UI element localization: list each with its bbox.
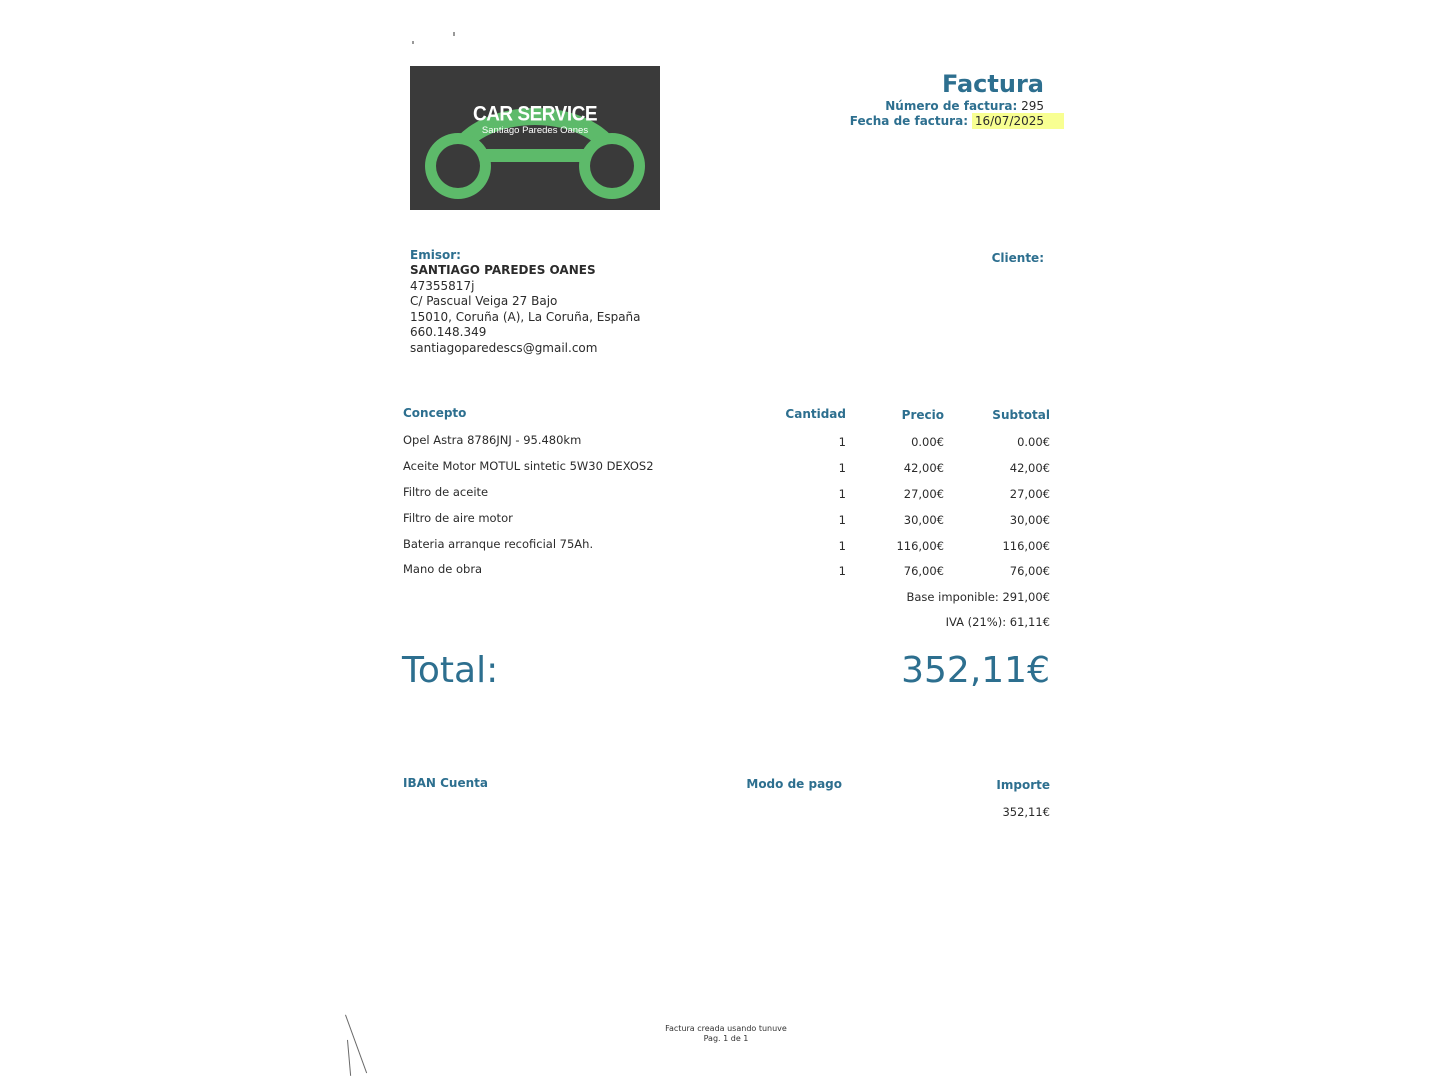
col-header-price: Precio xyxy=(901,408,944,422)
company-logo xyxy=(410,66,660,210)
row-concept: Filtro de aceite xyxy=(403,485,489,499)
row-qty: 1 xyxy=(838,435,846,449)
emitter-email: santiagoparedescs@gmail.com xyxy=(410,341,598,355)
footer-page: Pag. 1 de 1 xyxy=(703,1034,749,1043)
row-subtotal: 27,00€ xyxy=(1009,487,1050,501)
payment-mode-label: Modo de pago xyxy=(746,777,842,791)
scan-speck xyxy=(412,41,414,44)
row-price: 42,00€ xyxy=(903,461,944,475)
row-qty: 1 xyxy=(838,564,846,578)
row-price: 116,00€ xyxy=(896,539,944,553)
footer-credit: Factura creada usando tunuve xyxy=(665,1024,787,1033)
emitter-street: C/ Pascual Veiga 27 Bajo xyxy=(410,294,558,308)
invoice-date-value: 16/07/2025 xyxy=(972,113,1064,129)
total-label: Total: xyxy=(402,650,499,691)
row-qty: 1 xyxy=(838,461,846,475)
tax-base: Base imponible: 291,00€ xyxy=(906,590,1050,604)
invoice-number-row xyxy=(885,99,1044,113)
row-price: 76,00€ xyxy=(903,564,944,578)
row-concept: Aceite Motor MOTUL sintetic 5W30 DEXOS2 xyxy=(403,459,654,473)
row-price: 30,00€ xyxy=(903,513,944,527)
logo-title: CAR SERVICE xyxy=(472,102,597,126)
emitter-phone: 660.148.349 xyxy=(410,325,487,339)
invoice-number-value: 295 xyxy=(1021,99,1044,113)
row-subtotal: 0.00€ xyxy=(1017,435,1050,449)
row-price: 0.00€ xyxy=(911,435,944,449)
amount-value: 352,11€ xyxy=(1002,805,1050,819)
invoice-date-row xyxy=(850,114,1044,128)
row-subtotal: 76,00€ xyxy=(1009,564,1050,578)
emitter-city: 15010, Coruña (A), La Coruña, España xyxy=(410,310,641,324)
col-header-subtotal: Subtotal xyxy=(992,408,1050,422)
col-header-qty: Cantidad xyxy=(785,407,846,421)
col-header-concept: Concepto xyxy=(403,406,467,420)
row-qty: 1 xyxy=(838,539,846,553)
emitter-tax-id: 47355817j xyxy=(410,279,475,293)
row-subtotal: 116,00€ xyxy=(1002,539,1050,553)
row-concept: Mano de obra xyxy=(403,562,483,576)
scan-speck xyxy=(453,32,455,36)
emitter-label: Emisor: xyxy=(410,248,461,262)
invoice-title: Factura xyxy=(942,70,1044,98)
total-value: 352,11€ xyxy=(901,650,1050,691)
logo-subtitle: Santiago Paredes Oanes xyxy=(481,125,589,136)
row-qty: 1 xyxy=(838,513,846,527)
iban-label: IBAN Cuenta xyxy=(403,776,488,790)
scan-artifact-line xyxy=(347,1040,351,1076)
emitter-name: SANTIAGO PAREDES OANES xyxy=(410,263,596,277)
row-concept: Opel Astra 8786JNJ - 95.480km xyxy=(403,433,582,447)
client-label: Cliente: xyxy=(991,251,1044,265)
amount-label: Importe xyxy=(996,778,1050,792)
vat-amount: IVA (21%): 61,11€ xyxy=(945,615,1050,629)
row-subtotal: 42,00€ xyxy=(1009,461,1050,475)
row-qty: 1 xyxy=(838,487,846,501)
row-price: 27,00€ xyxy=(903,487,944,501)
row-concept: Filtro de aire motor xyxy=(403,511,513,525)
invoice-date-label: Fecha de factura: xyxy=(849,114,968,128)
row-subtotal: 30,00€ xyxy=(1009,513,1050,527)
row-concept: Bateria arranque recoficial 75Ah. xyxy=(403,537,594,551)
invoice-number-label: Número de factura: xyxy=(885,99,1018,113)
